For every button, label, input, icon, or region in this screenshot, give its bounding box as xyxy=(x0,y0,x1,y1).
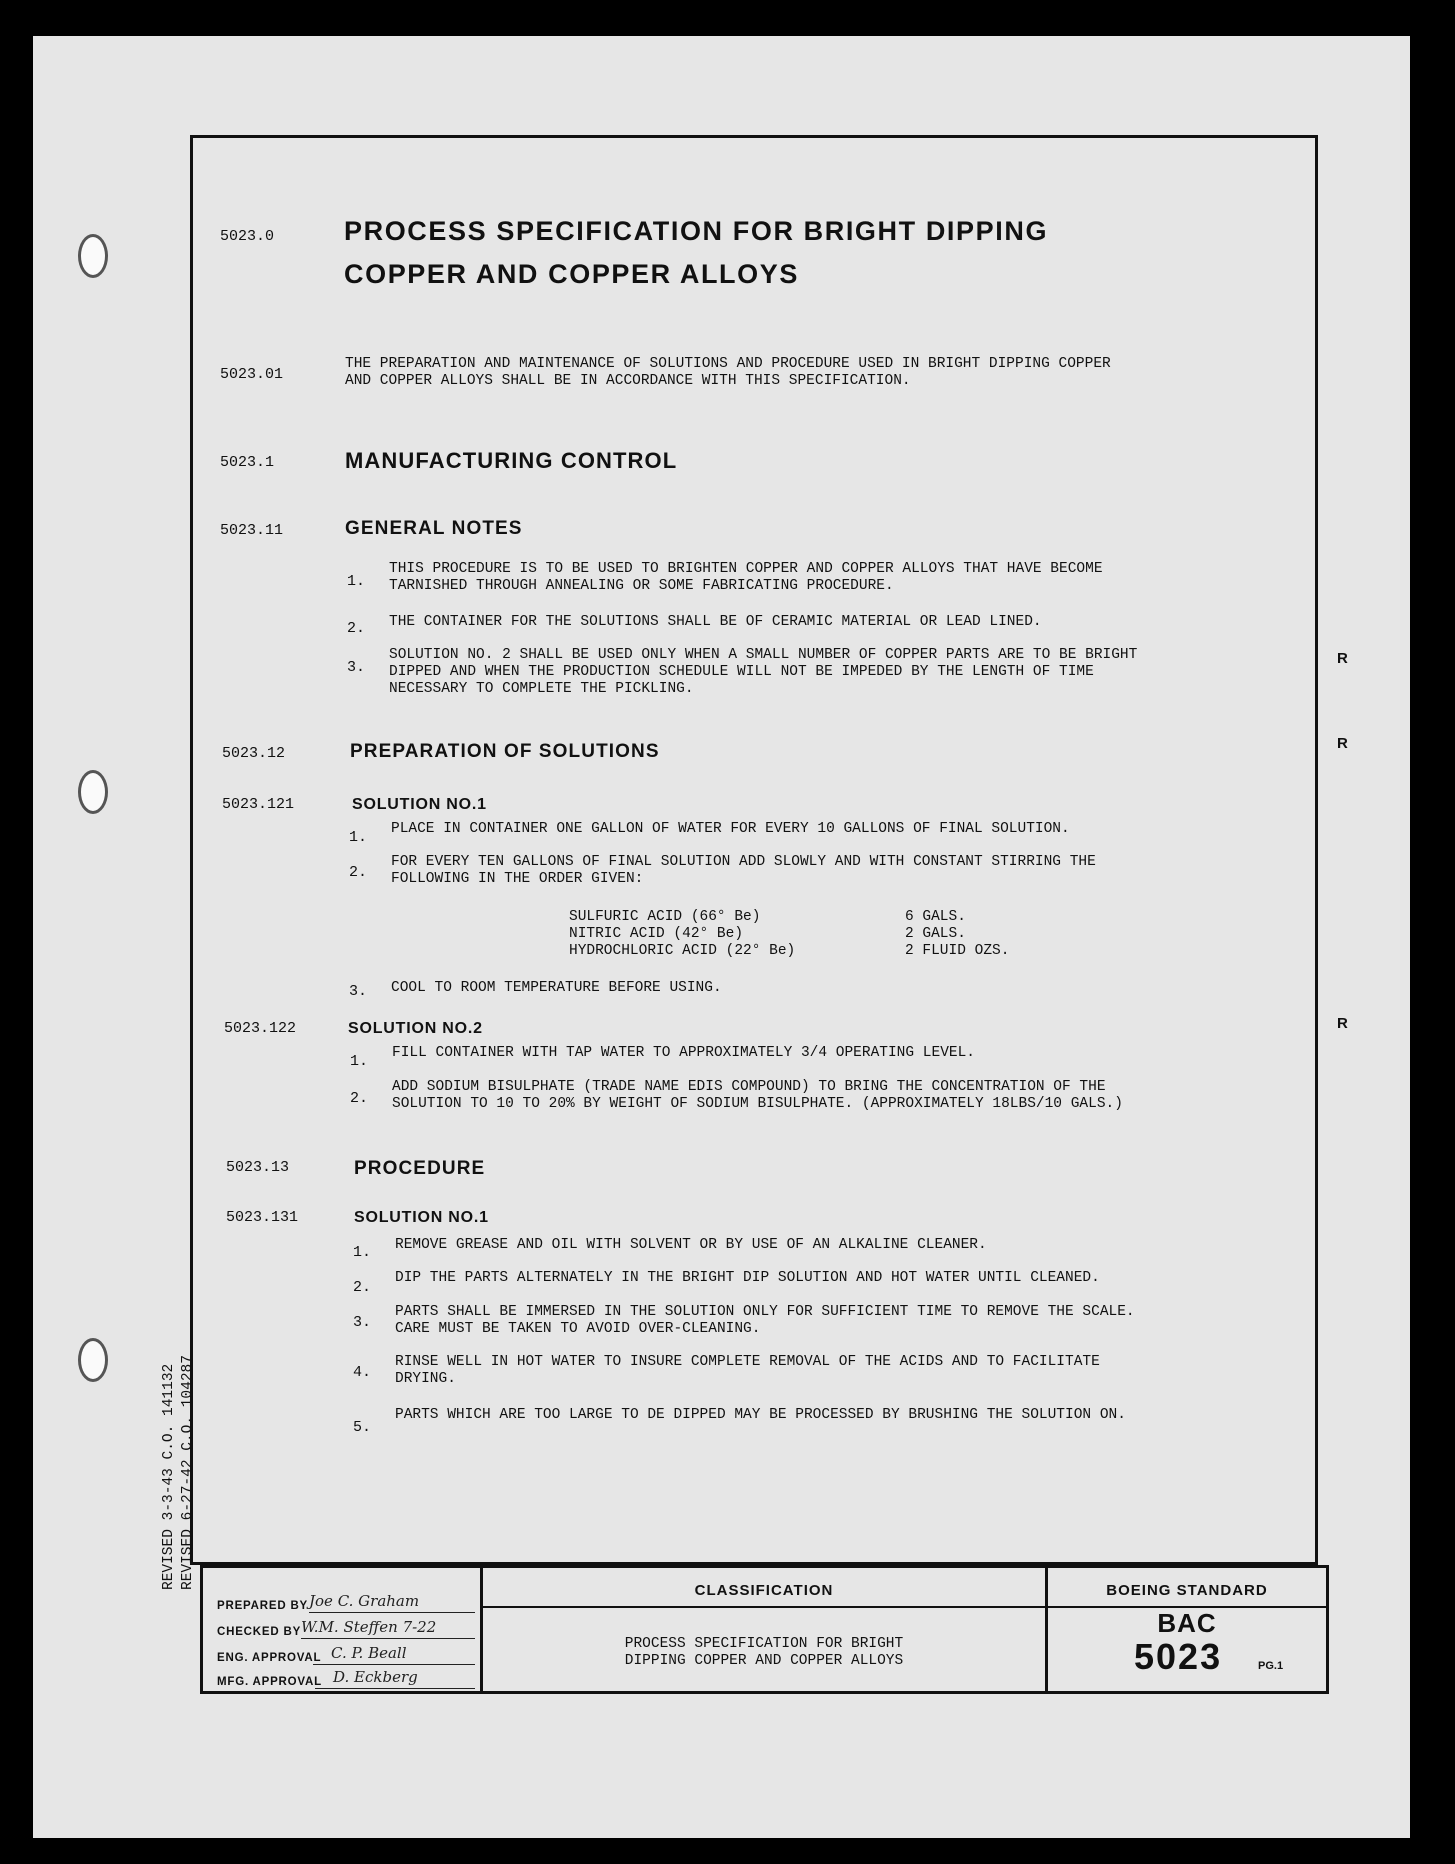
item-number: 4. xyxy=(353,1364,372,1381)
item-line: FOLLOWING IN THE ORDER GIVEN: xyxy=(391,871,644,887)
mfg-approval-signature: D. Eckberg xyxy=(333,1668,418,1686)
standard-code: BAC xyxy=(1157,1608,1217,1638)
section-number: 5023.121 xyxy=(222,796,295,813)
table-row xyxy=(569,909,1009,926)
item-line: DRYING. xyxy=(395,1371,456,1387)
table-row xyxy=(569,943,1009,960)
section-number: 5023.01 xyxy=(220,366,284,383)
section-number: 5023.13 xyxy=(226,1159,290,1176)
item-line: THIS PROCEDURE IS TO BE USED TO BRIGHTEN COPPER AND COPPER ALLOYS THAT HAVE BECOME xyxy=(389,561,1103,577)
item-line: PARTS WHICH ARE TOO LARGE TO DE DIPPED MAY BE PROCESSED BY BRUSHING THE SOLUTION ON. xyxy=(395,1407,1126,1423)
item-line: REMOVE GREASE AND OIL WITH SOLVENT OR BY USE OF AN ALKALINE CLEANER. xyxy=(395,1237,987,1253)
table-row xyxy=(569,926,1009,943)
list-item xyxy=(391,854,1096,888)
section-number: 5023.11 xyxy=(220,522,284,539)
signature-line xyxy=(313,1664,475,1665)
list-item xyxy=(395,1237,987,1254)
checked-by-label: CHECKED BY xyxy=(217,1626,302,1638)
scope-paragraph xyxy=(345,356,1111,390)
reagent-quantity: 2 FLUID OZS. xyxy=(905,943,1010,959)
revision-history xyxy=(160,1355,198,1590)
list-item xyxy=(395,1407,1126,1424)
scope-line-2: AND COPPER ALLOYS SHALL BE IN ACCORDANCE WITH THIS SPECIFICATION. xyxy=(345,373,911,389)
standard-cell xyxy=(1048,1568,1326,1691)
item-number: 1. xyxy=(347,573,366,590)
item-line: PLACE IN CONTAINER ONE GALLON OF WATER FOR EVERY 10 GALLONS OF FINAL SOLUTION. xyxy=(391,821,1070,837)
item-line: THE CONTAINER FOR THE SOLUTIONS SHALL BE OF CERAMIC MATERIAL OR LEAD LINED. xyxy=(389,614,1042,630)
item-line: DIPPED AND WHEN THE PRODUCTION SCHEDULE WILL NOT BE IMPEDED BY THE LENGTH OF TIME xyxy=(389,664,1094,680)
list-item xyxy=(395,1304,1135,1338)
list-item xyxy=(389,647,1137,698)
item-line: FILL CONTAINER WITH TAP WATER TO APPROXIMATELY 3/4 OPERATING LEVEL. xyxy=(392,1045,975,1061)
subsection-heading: SOLUTION NO.1 xyxy=(352,796,487,813)
scope-line-1: THE PREPARATION AND MAINTENANCE OF SOLUTIONS AND PROCEDURE USED IN BRIGHT DIPPING COPPER xyxy=(345,356,1111,372)
section-heading: GENERAL NOTES xyxy=(345,518,523,539)
section-number: 5023.12 xyxy=(222,745,286,762)
eng-approval-signature: C. P. Beall xyxy=(331,1644,407,1662)
item-number: 3. xyxy=(347,659,366,676)
signature-line xyxy=(301,1638,475,1639)
list-item xyxy=(389,561,1103,595)
item-line: SOLUTION NO. 2 SHALL BE USED ONLY WHEN A SMALL NUMBER OF COPPER PARTS ARE TO BE BRIGHT xyxy=(389,647,1138,663)
signature-line xyxy=(309,1612,475,1613)
item-number: 3. xyxy=(349,983,368,1000)
list-item xyxy=(392,1079,1123,1113)
item-number: 5. xyxy=(353,1419,372,1436)
revision-entry: REVISED 3-3-43 C.O. 141132 xyxy=(161,1363,177,1590)
reagent-quantity: 6 GALS. xyxy=(905,909,966,925)
item-line: PARTS SHALL BE IMMERSED IN THE SOLUTION ONLY FOR SUFFICIENT TIME TO REMOVE THE SCALE. xyxy=(395,1304,1135,1320)
section-heading: PROCEDURE xyxy=(354,1158,486,1179)
classification-text xyxy=(483,1636,1045,1670)
mfg-approval-label: MFG. APPROVAL xyxy=(217,1676,322,1688)
checked-by-signature: W.M. Steffen 7-22 xyxy=(301,1618,437,1636)
revision-mark: R xyxy=(1337,735,1348,752)
list-item xyxy=(389,614,1042,631)
divider xyxy=(483,1606,1045,1608)
list-item xyxy=(395,1270,1100,1287)
item-number: 2. xyxy=(350,1090,369,1107)
title-block xyxy=(200,1565,1329,1694)
prepared-by-signature: Joe C. Graham xyxy=(309,1592,420,1610)
item-number: 2. xyxy=(347,620,366,637)
revision-entry: REVISED 6-27-42 C.O. 104287 xyxy=(180,1355,196,1590)
item-line: SOLUTION TO 10 TO 20% BY WEIGHT OF SODIUM BISULPHATE. (APPROXIMATELY 18LBS/10 GALS.) xyxy=(392,1096,1123,1112)
signature-line xyxy=(315,1688,475,1689)
section-number: 5023.1 xyxy=(220,454,275,471)
classification-cell xyxy=(483,1568,1048,1691)
revision-mark: R xyxy=(1337,650,1348,667)
classification-label: CLASSIFICATION xyxy=(694,1582,834,1599)
standard-label: BOEING STANDARD xyxy=(1106,1582,1268,1599)
item-line: CARE MUST BE TAKEN TO AVOID OVER-CLEANING. xyxy=(395,1321,761,1337)
title-line-2: COPPER AND COPPER ALLOYS xyxy=(344,259,799,289)
item-line: ADD SODIUM BISULPHATE (TRADE NAME EDIS COMPOUND) TO BRING THE CONCENTRATION OF THE xyxy=(392,1079,1106,1095)
item-number: 2. xyxy=(349,864,368,881)
binder-hole-middle xyxy=(78,770,108,814)
item-line: COOL TO ROOM TEMPERATURE BEFORE USING. xyxy=(391,980,722,996)
section-number: 5023.131 xyxy=(226,1209,299,1226)
title-line-1: PROCESS SPECIFICATION FOR BRIGHT DIPPING xyxy=(344,216,1049,246)
list-item xyxy=(391,821,1070,838)
item-line: RINSE WELL IN HOT WATER TO INSURE COMPLETE REMOVAL OF THE ACIDS AND TO FACILITATE xyxy=(395,1354,1100,1370)
eng-approval-label: ENG. APPROVAL xyxy=(217,1652,322,1664)
item-number: 1. xyxy=(349,829,368,846)
binder-hole-bottom xyxy=(78,1338,108,1382)
prepared-by-label: PREPARED BY xyxy=(217,1600,309,1612)
reagent-name: SULFURIC ACID (66° Be) xyxy=(569,909,761,925)
reagent-name: NITRIC ACID (42° Be) xyxy=(569,926,744,942)
list-item xyxy=(391,980,722,997)
page-number: PG.1 xyxy=(1258,1660,1284,1672)
item-line: FOR EVERY TEN GALLONS OF FINAL SOLUTION ADD SLOWLY AND WITH CONSTANT STIRRING THE xyxy=(391,854,1096,870)
list-item xyxy=(395,1354,1100,1388)
binder-hole-top xyxy=(78,234,108,278)
item-line: TARNISHED THROUGH ANNEALING OR SOME FABRICATING PROCEDURE. xyxy=(389,578,894,594)
item-line: NECESSARY TO COMPLETE THE PICKLING. xyxy=(389,681,694,697)
item-number: 1. xyxy=(353,1244,372,1261)
content-frame xyxy=(190,135,1318,1565)
item-number: 2. xyxy=(353,1279,372,1296)
reagent-name: HYDROCHLORIC ACID (22° Be) xyxy=(569,943,796,959)
subsection-heading: SOLUTION NO.2 xyxy=(348,1020,483,1037)
section-number: 5023.0 xyxy=(220,228,275,245)
classification-line: PROCESS SPECIFICATION FOR BRIGHT xyxy=(624,1636,904,1652)
item-line: DIP THE PARTS ALTERNATELY IN THE BRIGHT DIP SOLUTION AND HOT WATER UNTIL CLEANED. xyxy=(395,1270,1100,1286)
section-number: 5023.122 xyxy=(224,1020,297,1037)
revision-mark: R xyxy=(1337,1015,1348,1032)
standard-number: 5023 xyxy=(1134,1636,1223,1677)
list-item xyxy=(392,1045,975,1062)
classification-line: DIPPING COPPER AND COPPER ALLOYS xyxy=(624,1653,904,1669)
section-heading: PREPARATION OF SOLUTIONS xyxy=(350,741,660,762)
recipe-table xyxy=(569,909,1009,960)
subsection-heading: SOLUTION NO.1 xyxy=(354,1209,489,1226)
item-number: 1. xyxy=(350,1053,369,1070)
item-number: 3. xyxy=(353,1314,372,1331)
approval-cell xyxy=(203,1568,483,1691)
section-heading: MANUFACTURING CONTROL xyxy=(345,448,678,473)
reagent-quantity: 2 GALS. xyxy=(905,926,966,942)
document-title xyxy=(344,210,1048,296)
